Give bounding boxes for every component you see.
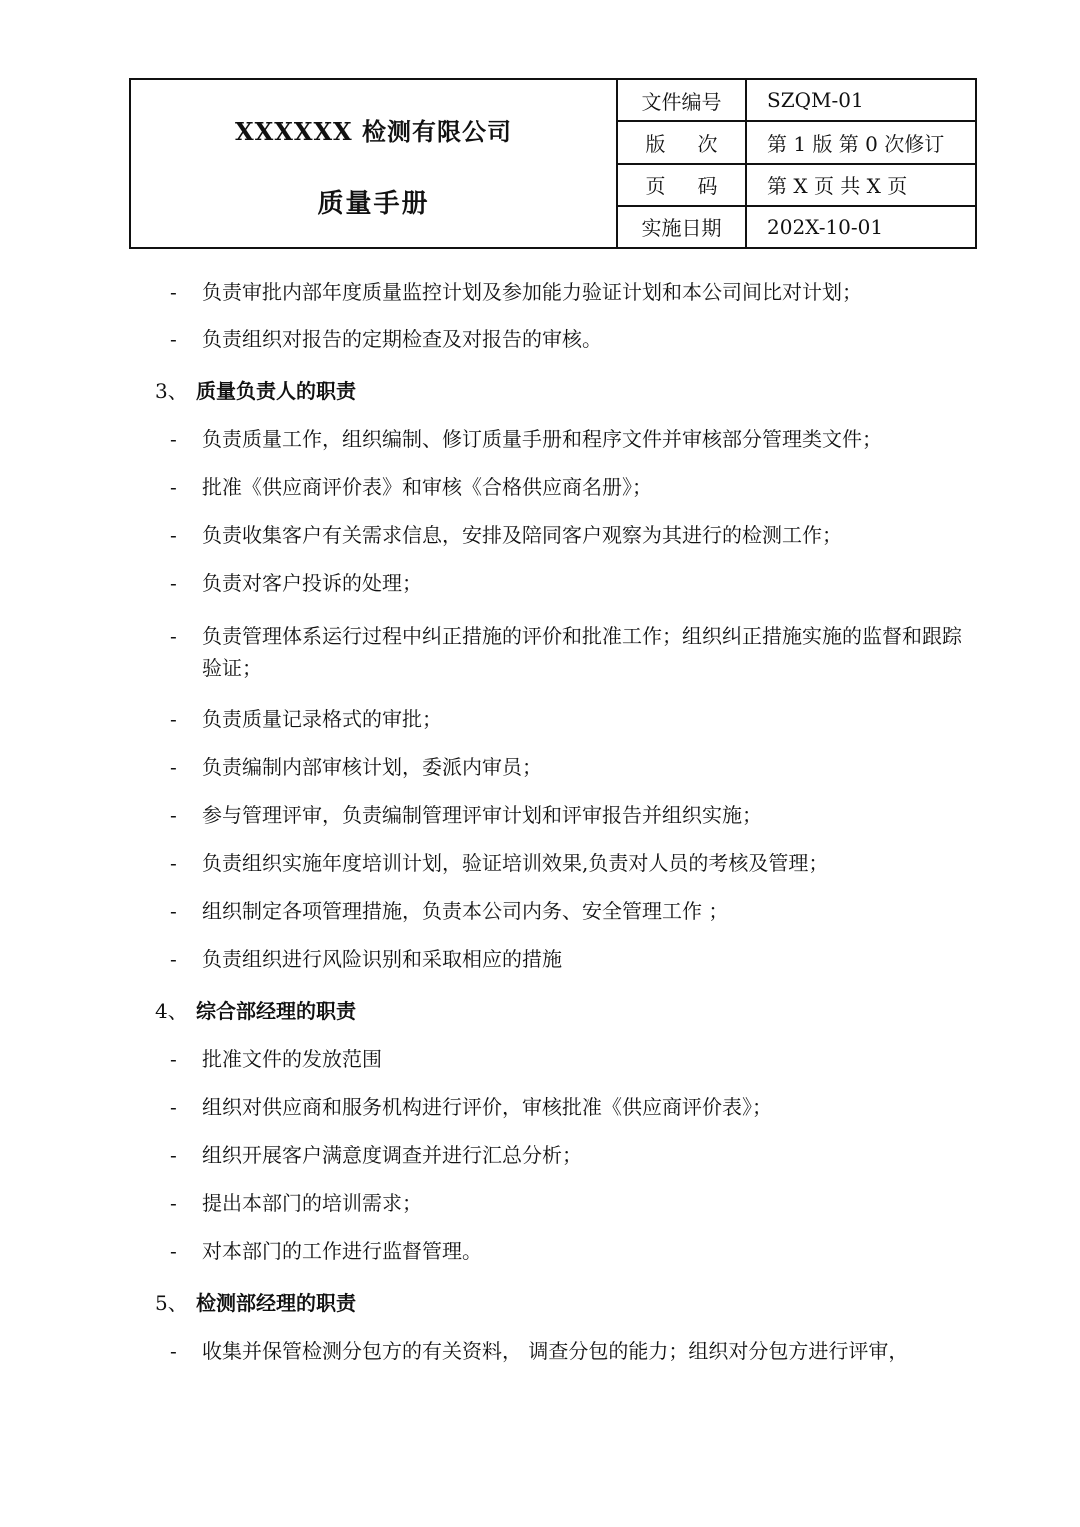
company-cell <box>130 79 617 248</box>
label-effective-date: 实施日期 <box>617 206 746 248</box>
label-page: 页 码 <box>617 164 746 206</box>
label-edition: 版 次 <box>617 121 746 163</box>
label-file-number: 文件编号 <box>617 79 746 121</box>
list-item: - 负责管理体系运行过程中纠正措施的评价和批准工作；组织纠正措施实施的监督和跟踪验证； <box>170 624 962 680</box>
value-file-number: SZQM-01 <box>746 79 976 121</box>
value-page: 第 X 页 共 X 页 <box>746 164 976 206</box>
value-edition: 第 1 版 第 0 次修订 <box>746 121 976 163</box>
document-header-table <box>129 78 977 249</box>
company-name: XXXXXX 检测有限公司 <box>234 116 513 146</box>
value-effective-date: 202X-10-01 <box>746 206 976 248</box>
document-title: 质量手册 <box>317 188 430 219</box>
